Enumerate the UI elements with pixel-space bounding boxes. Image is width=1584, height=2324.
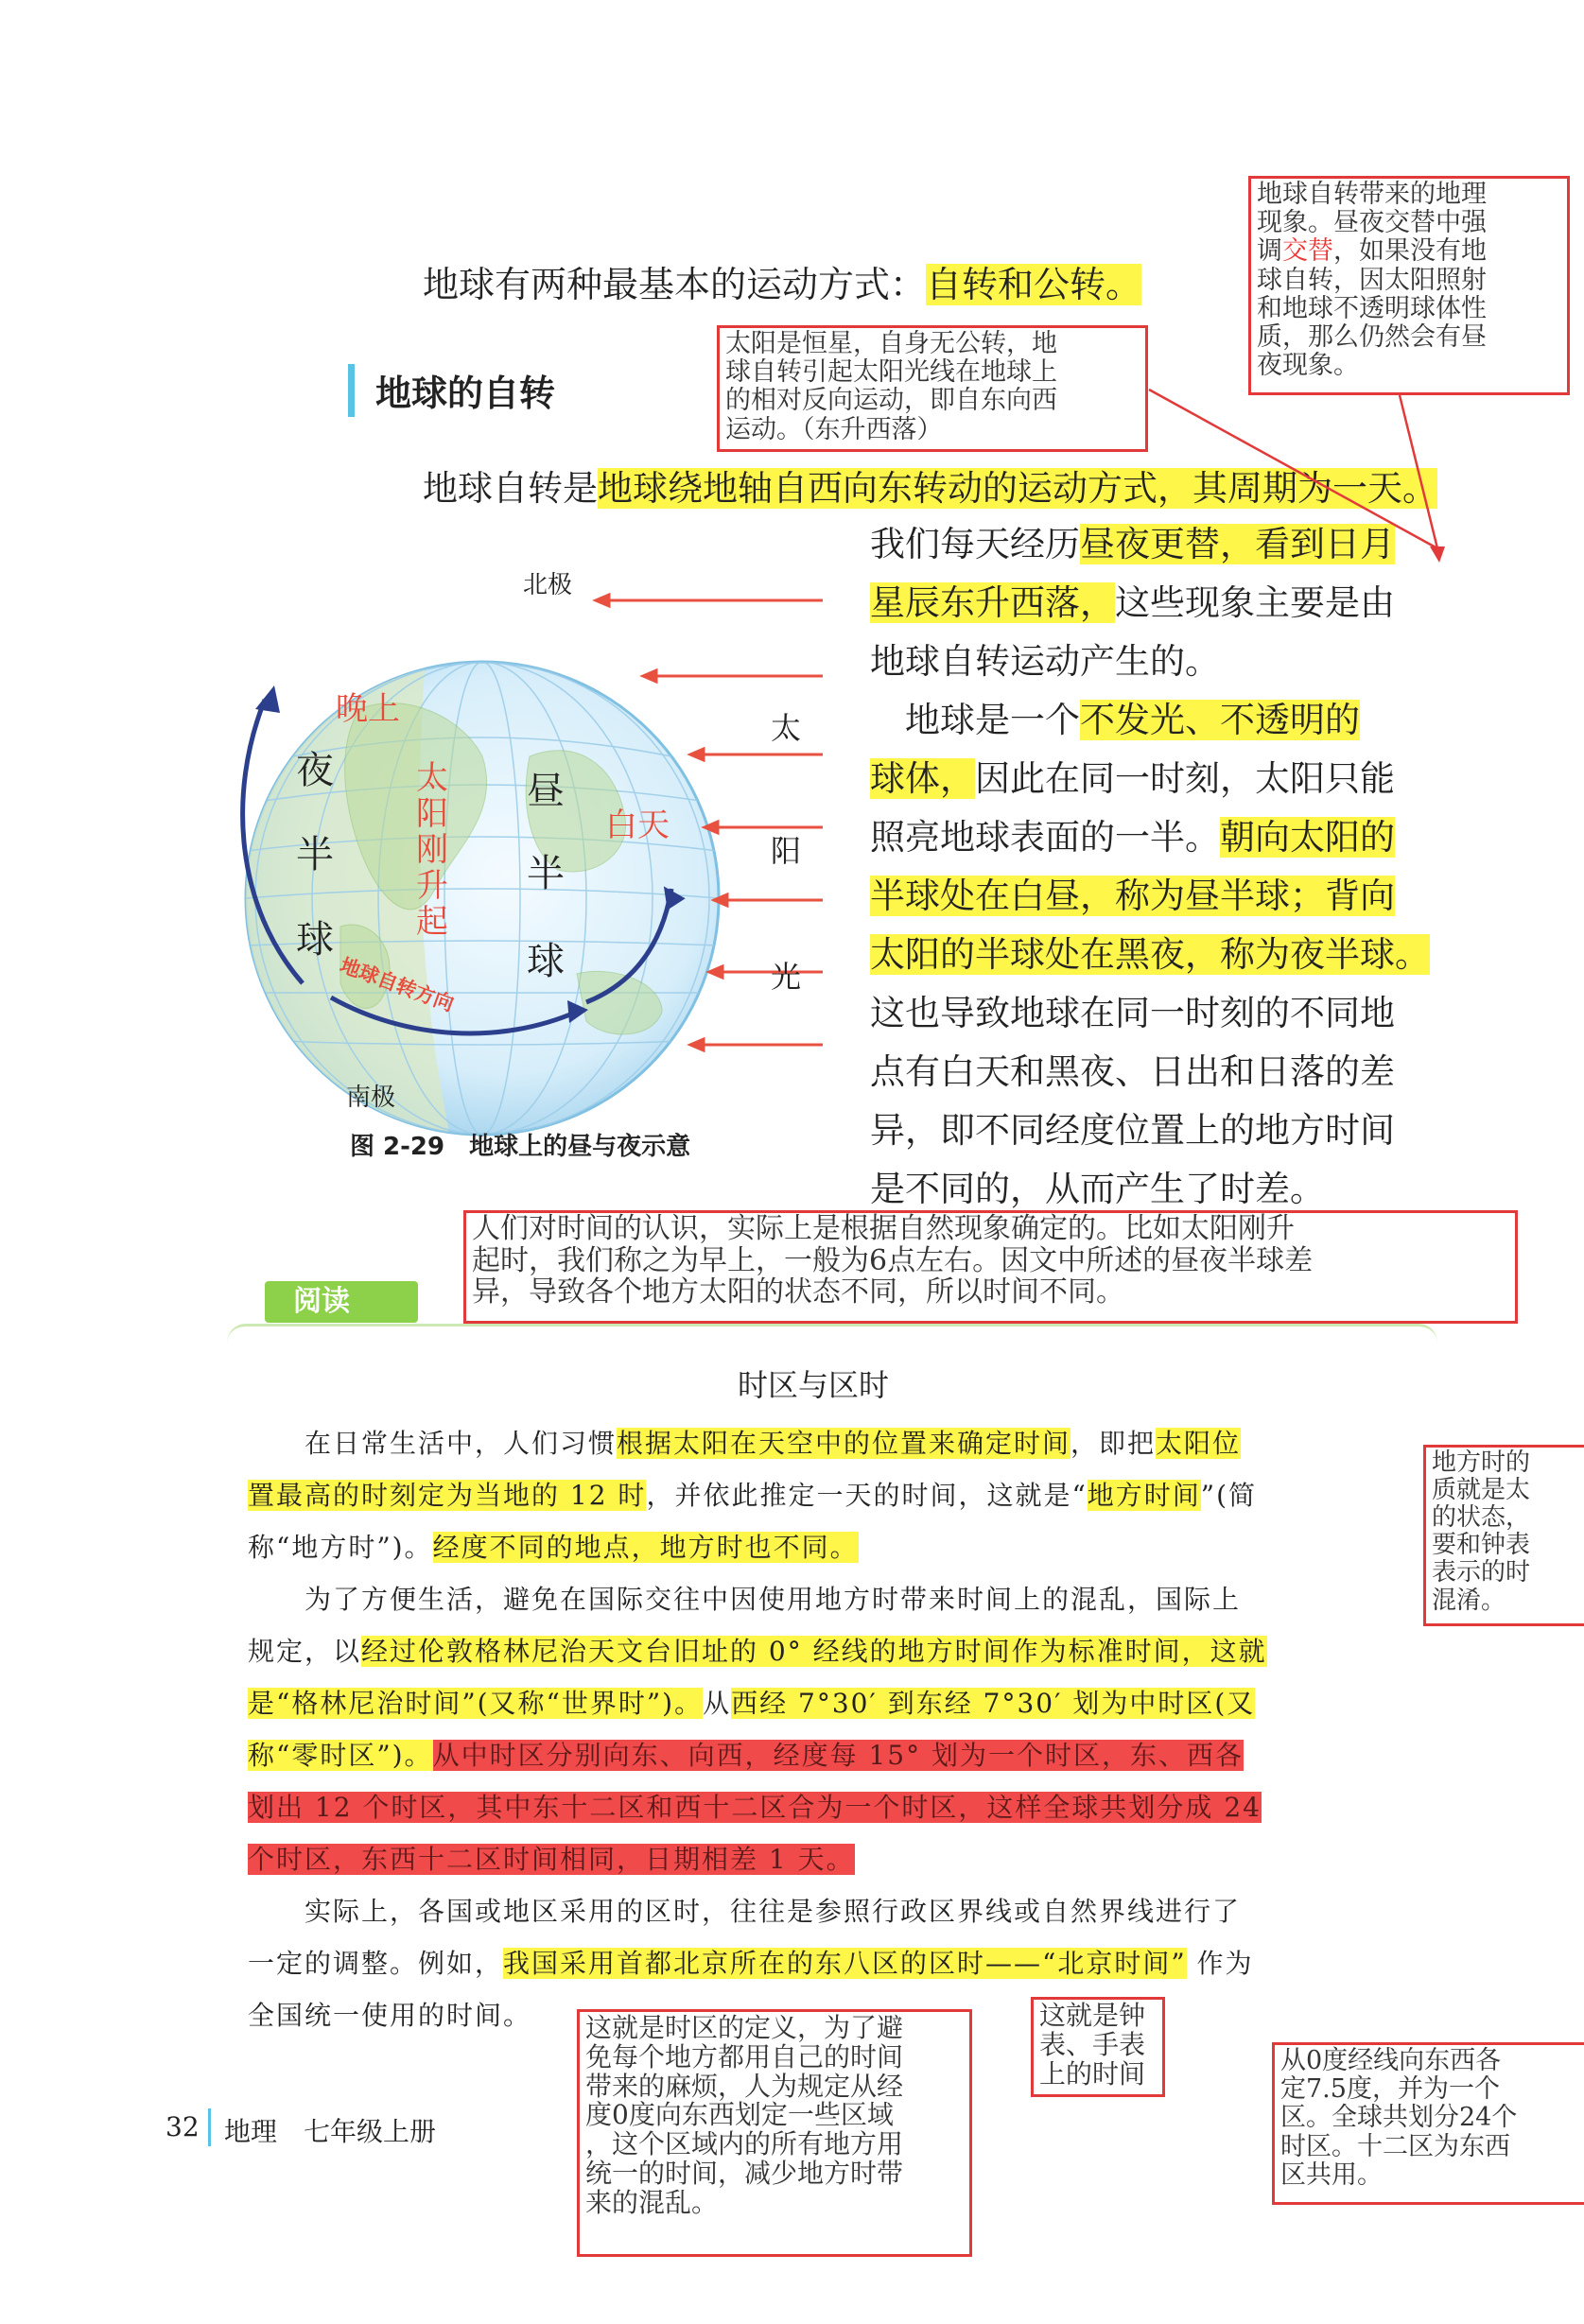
body-text: 球体， <box>870 758 975 799</box>
south-pole-label: 南极 <box>346 1084 396 1112</box>
reading-tag <box>265 1281 418 1323</box>
note-zone-division: 从0度经线向东西各 定7.5度，并为一个 区。全球共划分24个 时区。十二区为东西 区共用。 <box>1272 2042 1584 2205</box>
day-char-1: 昼 <box>527 770 565 813</box>
reading-text: 经度不同的地点，地方时也不同。 <box>432 1532 859 1563</box>
day-char-3: 球 <box>527 940 565 983</box>
intro-text: 地球有两种最基本的运动方式： <box>423 264 927 305</box>
reading-line <box>248 1683 1255 1721</box>
page-number: 32 <box>165 2111 200 2142</box>
reading-line <box>248 1839 855 1877</box>
intro-highlight: 自转和公转。 <box>926 264 1142 305</box>
rotation-direction-label: 地球自转方向 <box>337 953 458 1016</box>
reading-text: ”(简 <box>1200 1480 1258 1511</box>
reading-text: 经过伦敦格林尼治天文台旧址的 0° 经线的地方时间作为标准时间，这就 <box>361 1636 1267 1667</box>
reading-line <box>248 1995 531 2033</box>
sunrise-char-1: 太 <box>416 759 448 797</box>
body-text: 半球处在白昼，称为昼半球；背向 <box>870 876 1395 916</box>
reading-tag-label: 阅读 <box>293 1285 350 1318</box>
body-text: 朝向太阳的 <box>1220 817 1395 858</box>
reading-text: 从 <box>703 1688 732 1719</box>
reading-text: ，并依此推定一天的时间，这就是“ <box>646 1480 1088 1511</box>
reading-text: 称“零时区”)。 <box>248 1740 433 1771</box>
body-text: 星辰东升西落， <box>870 582 1115 623</box>
reading-line <box>248 1423 1241 1461</box>
sun-char-1: 太 <box>771 711 802 745</box>
day-char-2: 半 <box>527 852 565 895</box>
sunrise-char-3: 刚 <box>416 831 448 869</box>
note-time-cognition: 人们对时间的认识，实际上是根据自然现象确定的。比如太阳刚升 起时，我们称之为早上，一般为6点左右。因文中所述的昼夜半球差 异，导致各个地方太阳的状态不同，所以时间不同。 <box>463 1210 1518 1324</box>
reading-text: 西经 7°30′ 到东经 7°30′ 划为中时区(又 <box>731 1688 1256 1719</box>
body-text: 是不同的，从而产生了时差。 <box>870 1169 1325 1209</box>
definition-text: 地球自转是 <box>423 468 598 509</box>
reading-text: 我国采用首都北京所在的东八区的区时——“北京时间” <box>503 1948 1187 1979</box>
reading-line <box>248 1631 1267 1669</box>
north-pole-label: 北极 <box>523 571 573 599</box>
footer-divider <box>208 2108 211 2146</box>
reading-line <box>248 1527 859 1565</box>
note-local-time: 地方时的 质就是太 的状态， 要和钟表 表示的时 混淆。 <box>1423 1445 1584 1626</box>
sun-char-2: 阳 <box>771 834 802 868</box>
reading-text: 称“地方时”)。 <box>248 1532 433 1563</box>
body-text: 昼夜更替，看到日月 <box>1080 524 1395 564</box>
reading-text: 实际上，各国或地区采用的区时，往往是参照行政区界线或自然界线进行了 <box>248 1896 1242 1927</box>
reading-title: 时区与区时 <box>738 1367 890 1403</box>
reading-text: 一定的调整。例如， <box>248 1948 504 1979</box>
sunrise-char-5: 起 <box>416 903 448 941</box>
body-text: 这些现象主要是由 <box>1115 582 1395 623</box>
sunrise-char-4: 升 <box>416 867 448 905</box>
reading-line <box>248 1735 1244 1773</box>
sun-char-3: 光 <box>771 960 802 994</box>
reading-text: 作为 <box>1186 1948 1254 1979</box>
body-text: 我们每天经历 <box>870 524 1080 564</box>
reading-text: 个时区，东西十二区时间相同，日期相差 1 天。 <box>248 1844 855 1875</box>
night-char-3: 球 <box>296 918 334 962</box>
daytime-label: 白天 <box>605 806 670 844</box>
reading-line <box>248 1579 1241 1617</box>
reading-text: 太阳位 <box>1156 1428 1242 1459</box>
sunrise-char-2: 阳 <box>416 795 448 833</box>
body-text: 不发光、不透明的 <box>1080 700 1360 740</box>
reading-text: 规定，以 <box>248 1636 362 1667</box>
footer-subject: 地理 七年级上册 <box>224 2116 437 2147</box>
note-rotation-phenomena: 地球自转带来的地理 现象。昼夜交替中强 调交替，如果没有地 球自转，因太阳照射 和地球不透明球体性 质，那么仍然会有昼 夜现象。 <box>1248 176 1570 395</box>
reading-text: 从中时区分别向东、向西，经度每 15° 划为一个时区，东、西各 <box>432 1740 1244 1771</box>
reading-text: 在日常生活中，人们习惯 <box>248 1428 618 1459</box>
note-sun: 太阳是恒星，自身无公转，地 球自转引起太阳光线在地球上 的相对反向运动，即自东向西 运动。（东升西落） <box>717 325 1148 452</box>
reading-text: 全国统一使用的时间。 <box>248 2000 532 2031</box>
reading-text: 根据太阳在天空中的位置来确定时间 <box>617 1428 1071 1459</box>
body-text: 太阳的半球处在黑夜，称为夜半球。 <box>870 934 1430 975</box>
reading-text: 划出 12 个时区，其中东十二区和西十二区合为一个时区，这样全球共划分成 24 <box>248 1792 1262 1823</box>
section-title: 地球的自转 <box>375 373 556 414</box>
reading-text: ，即把 <box>1071 1428 1157 1459</box>
definition-highlight: 地球绕地轴自西向东转动的运动方式，其周期为一天。 <box>598 468 1437 509</box>
night-char-1: 夜 <box>296 749 334 792</box>
body-text: 这也导致地球在同一时刻的不同地 <box>870 993 1395 1033</box>
reading-text: 是“格林尼治时间”(又称“世界时”)。 <box>248 1688 704 1719</box>
reading-text: 地方时间 <box>1087 1480 1201 1511</box>
night-char-2: 半 <box>296 833 334 876</box>
note-zone-definition: 这就是时区的定义，为了避 免每个地方都用自己的时间 带来的麻烦，人为规定从经 度0度向东西划定一些区域 ，这个区域内的所有地方用 统一的时间，减少地方时带 来的混乱。 <box>577 2009 972 2257</box>
reading-text: 置最高的时刻定为当地的 12 时 <box>248 1480 647 1511</box>
reading-line <box>248 1891 1241 1929</box>
evening-label: 晚上 <box>336 690 400 728</box>
body-text: 因此在同一时刻，太阳只能 <box>975 758 1395 799</box>
body-text: 异，即不同经度位置上的地方时间 <box>870 1110 1395 1151</box>
reading-line <box>248 1943 1254 1981</box>
body-text: 照亮地球表面的一半。 <box>870 817 1220 858</box>
reading-text: 为了方便生活，避免在国际交往中因使用地方时带来时间上的混乱，国际上 <box>248 1584 1242 1615</box>
body-text: 地球是一个 <box>870 700 1080 740</box>
reading-line <box>248 1475 1257 1513</box>
note-clock-time: 这就是钟 表、手表 上的时间 <box>1031 1997 1165 2097</box>
reading-line <box>248 1787 1262 1825</box>
figure-caption: 图 2-29 地球上的昼与夜示意 <box>350 1133 691 1161</box>
body-text: 点有白天和黑夜、日出和日落的差 <box>870 1051 1395 1092</box>
body-text: 地球自转运动产生的。 <box>870 641 1220 682</box>
